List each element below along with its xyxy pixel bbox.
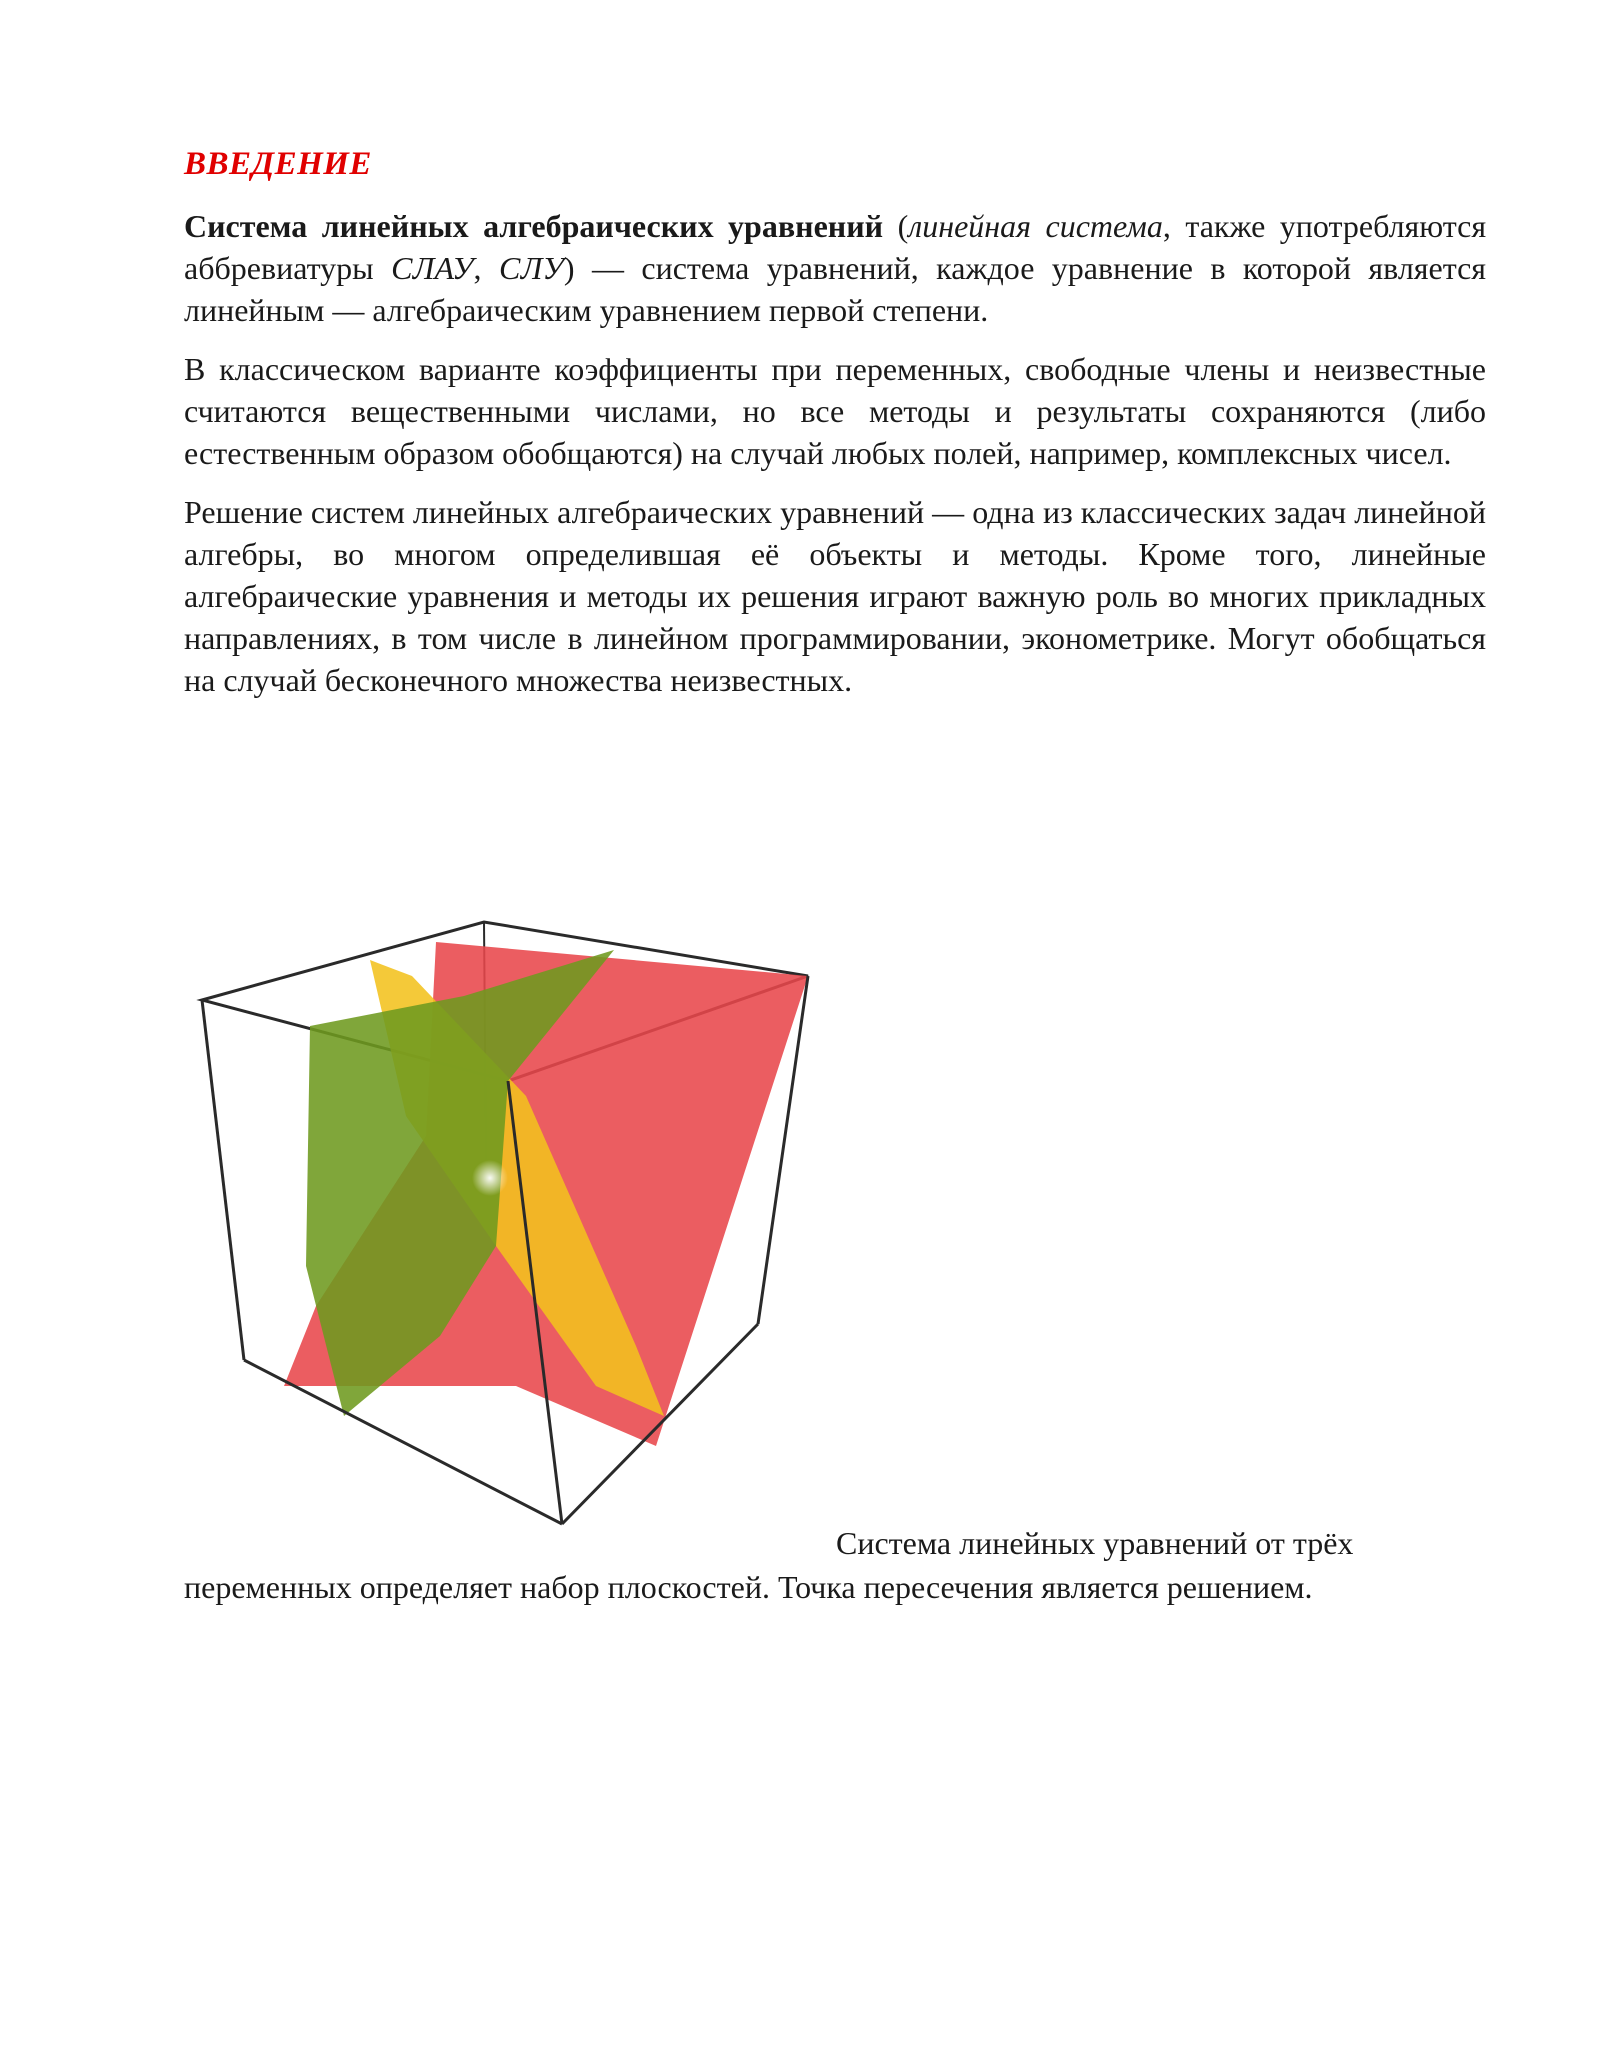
open-paren: (: [883, 208, 909, 244]
paragraph-text-part: , также употребляются аббревиатуры: [184, 208, 1487, 286]
figure-caption-line-1: Система линейных уравнений от трёх: [836, 1525, 1354, 1561]
paragraph-solution: Решение систем линейных алгебраических уравнений — одна из классических задач линейной алгебры, во многом определившая её объекты и методы. Кроме того, линейные алгебраические уравнения и методы их решения играют важную роль во многих прикладных направлениях, в том числе в линейном программировании, эконометрике. Могут обобщаться на случай бесконечного множества неизвестных.: [184, 494, 1486, 698]
alt-name-italic: линейная система: [908, 208, 1163, 244]
abbreviation-slau: СЛАУ: [391, 250, 474, 286]
cube-front-left-edge: [202, 1000, 244, 1360]
comma-separator: ,: [473, 250, 499, 286]
paragraph-definition: [184, 205, 1486, 331]
document-content: [184, 146, 1486, 718]
figure-caption-line-2: переменных определяет набор плоскостей. Точка пересечения является решением.: [184, 1569, 1313, 1605]
abbreviation-slu: СЛУ: [498, 250, 564, 286]
paragraph-text-part: ) — система уравнений, каждое уравнение в которой является линейным — алгебраическим уравнением первой степени.: [184, 250, 1487, 328]
section-heading: ВВЕДЕНИЕ: [184, 146, 372, 182]
intersection-point: [472, 1160, 508, 1196]
three-planes-cube-image: [196, 916, 836, 1546]
defined-term: Система линейных алгебраических уравнений: [184, 208, 884, 244]
planes-figure: [196, 916, 836, 1546]
paragraph-classic-variant: В классическом варианте коэффициенты при переменных, свободные члены и неизвестные считаются вещественными числами, но все методы и результаты сохраняются (либо естественным образом обобщаются) на случай любых полей, например, комплексных чисел.: [184, 351, 1486, 471]
